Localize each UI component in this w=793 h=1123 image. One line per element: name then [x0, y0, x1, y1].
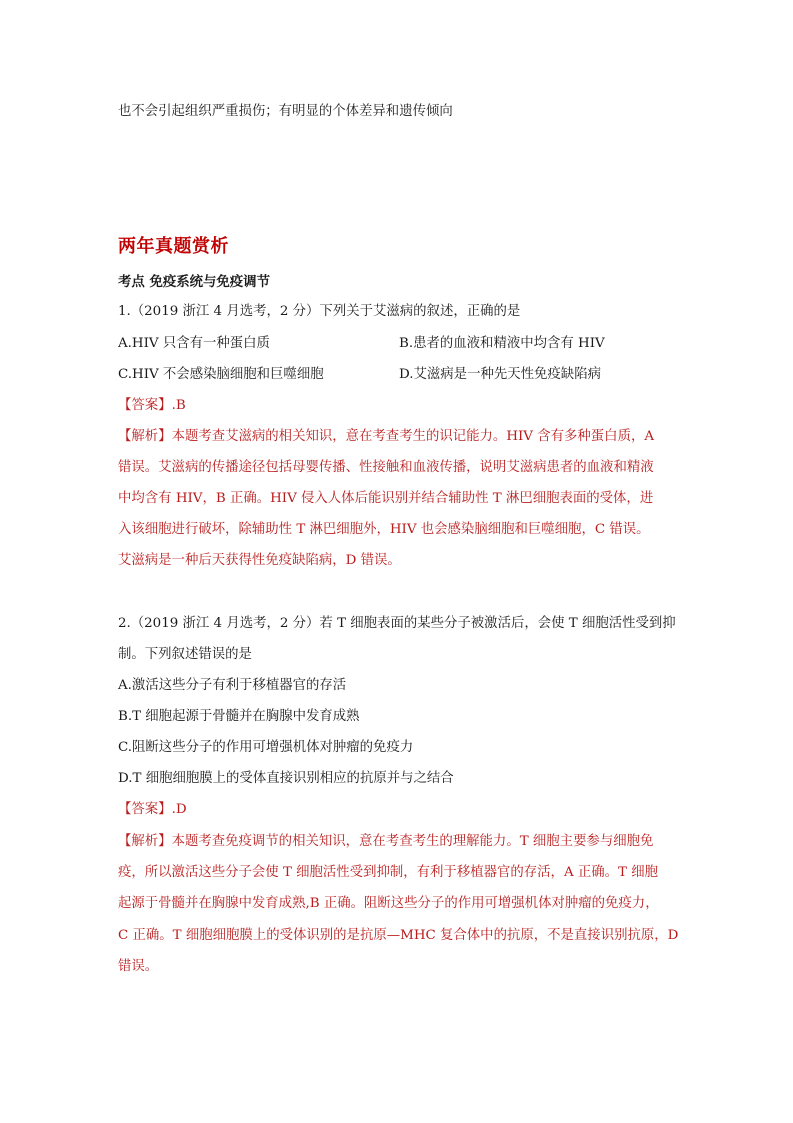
q1-stem: 1.（2019 浙江 4 月选考，2 分）下列关于艾滋病的叙述，正确的是	[118, 304, 521, 319]
q1-option-a: A.HIV 只含有一种蛋白质	[118, 336, 270, 351]
q2-analysis-text1: 本题考查免疫调节的相关知识，意在考查考生的理解能力。T 细胞主要参与细胞免	[171, 834, 654, 849]
q1-analysis-line5: 艾滋病是一种后天获得性免疫缺陷病，D 错误。	[118, 553, 401, 568]
q2-analysis-line5: 错误。	[118, 959, 159, 974]
q2-option-a: A.激活这些分子有利于移植器官的存活	[118, 678, 347, 693]
q1-analysis-label: 【解析】	[118, 429, 172, 444]
q2-answer	[118, 800, 187, 820]
q1-analysis-text1: 本题考查艾滋病的相关知识，意在考查考生的识记能力。HIV 含有多种蛋白质，A	[171, 429, 655, 444]
q2-stem-line2: 制。下列叙述错误的是	[118, 647, 252, 662]
q2-answer-value: .D	[171, 802, 187, 817]
q2-option-d: D.T 细胞细胞膜上的受体直接识别相应的抗原并与之结合	[118, 771, 454, 786]
q1-analysis-line4: 入该细胞进行破坏，除辅助性 T 淋巴细胞外，HIV 也会感染脑细胞和巨噬细胞，C 错误。	[118, 522, 650, 537]
q1-analysis-line3: 中均含有 HIV，B 正确。HIV 侵入人体后能识别并结合辅助性 T 淋巴细胞表面的受体，进	[118, 491, 654, 506]
intro-text: 也不会引起组织严重损伤；有明显的个体差异和遗传倾向	[118, 104, 453, 119]
q1-answer-label: 【答案】	[118, 398, 172, 413]
section-title: 两年真题赏析	[118, 236, 229, 257]
q1-option-d: D.艾滋病是一种先天性免疫缺陷病	[399, 367, 601, 382]
q1-option-c: C.HIV 不会感染脑细胞和巨噬细胞	[118, 367, 324, 382]
q1-answer	[118, 396, 186, 416]
q2-analysis-line3: 起源于骨髓并在胸腺中发育成熟,B 正确。阻断这些分子的作用可增强机体对肿瘤的免疫力，	[118, 896, 659, 911]
q1-analysis-line2: 错误。艾滋病的传播途径包括母婴传播、性接触和血液传播，说明艾滋病患者的血液和精液	[118, 460, 654, 475]
q1-answer-value: .B	[171, 398, 186, 413]
q2-stem-line1: 2.（2019 浙江 4 月选考，2 分）若 T 细胞表面的某些分子被激活后，会使 T 细胞活性受到抑	[118, 616, 676, 631]
topic-heading: 考点 免疫系统与免疫调节	[118, 274, 270, 290]
q2-option-b: B.T 细胞起源于骨髓并在胸腺中发育成熟	[118, 709, 360, 724]
q2-analysis-line1	[118, 832, 653, 852]
q2-analysis-line4: C 正确。T 细胞细胞膜上的受体识别的是抗原—MHC 复合体中的抗原，不是直接识别抗原，D	[118, 928, 679, 943]
q2-analysis-label: 【解析】	[118, 834, 172, 849]
q2-analysis-line2: 疫，所以激活这些分子会使 T 细胞活性受到抑制，有利于移植器官的存活，A 正确。T 细胞	[118, 865, 659, 880]
q2-option-c: C.阻断这些分子的作用可增强机体对肿瘤的免疫力	[118, 740, 414, 755]
q1-analysis-line1	[118, 427, 654, 447]
q2-answer-label: 【答案】	[118, 802, 172, 817]
q1-option-b: B.患者的血液和精液中均含有 HIV	[399, 336, 605, 351]
